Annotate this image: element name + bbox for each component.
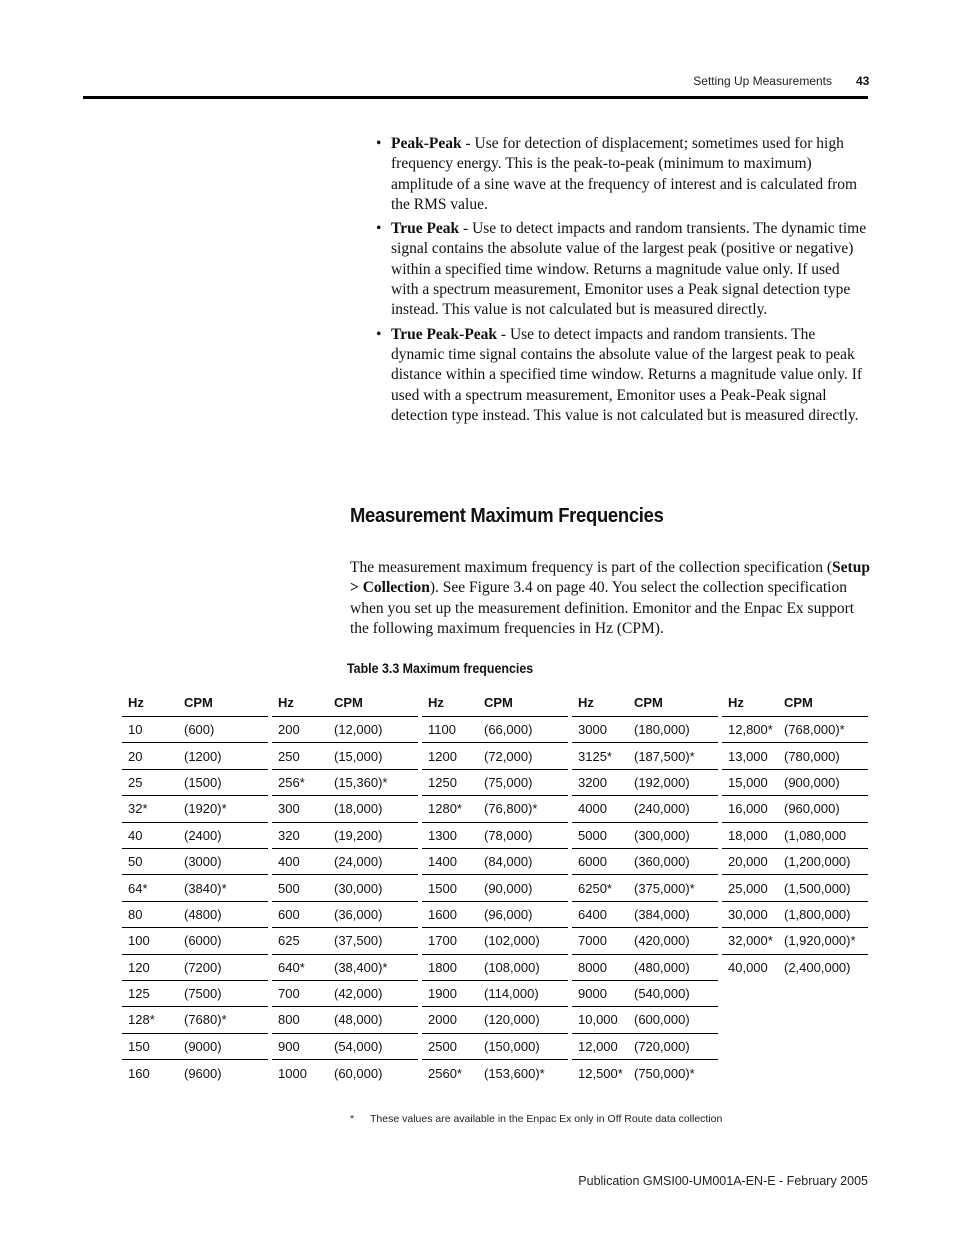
table-row [722,743,868,769]
cpm-value: (3840)* [184,880,227,896]
list-item-text: - Use to detect impacts and random transients. The dynamic time signal contains the absolute value of the largest peak (positive or negative) within a specified time window. Returns a magnitude value only. If used with a spectrum measurement, Emonitor uses a Peak signal detection type instead. This value is not calculated but is measured directly. [391,220,867,319]
cpm-value: (780,000) [784,748,840,764]
table-row [122,1007,268,1033]
hz-value: 2000 [428,1012,457,1028]
table-row [422,1060,568,1086]
hz-value: 3125* [578,748,612,764]
cpm-value: (375,000)* [634,880,695,896]
cpm-value: (75,000) [484,774,533,790]
cpm-value: (600) [184,722,215,738]
table-row [122,955,268,981]
cpm-value: (38,400)* [334,959,388,975]
table-row [122,1060,268,1086]
hz-value: 900 [278,1038,300,1054]
cpm-value: (3000) [184,854,222,870]
cpm-value: (78,000) [484,827,533,843]
table-column-group [122,688,268,1086]
cpm-value: (36,000) [334,906,383,922]
cpm-value: (84,000) [484,854,533,870]
cpm-value: (153,600)* [484,1065,545,1081]
hz-value: 50 [128,854,143,870]
table-row [122,717,268,743]
cpm-value: (420,000) [634,933,690,949]
table-row [122,849,268,875]
hz-value: 700 [278,986,300,1002]
cpm-header: CPM [634,694,663,710]
table-row [272,849,418,875]
table-row [272,902,418,928]
hz-value: 18,000 [728,827,768,843]
hz-value: 250 [278,748,300,764]
cpm-value: (9000) [184,1038,222,1054]
table-row [422,1007,568,1033]
list-item-term: True Peak [391,220,460,238]
footnote-text: These values are available in the Enpac Ex only in Off Route data collection [370,1113,723,1125]
list-item-term: Peak-Peak [391,135,462,152]
table-row [422,823,568,849]
hz-value: 4000 [578,801,607,817]
cpm-value: (360,000) [634,854,690,870]
cpm-value: (9600) [184,1065,222,1081]
table-row [572,823,718,849]
table-row [122,981,268,1007]
cpm-value: (1,200,000) [784,854,851,870]
table-row [122,875,268,901]
table-header-row [722,688,868,717]
hz-value: 12,000 [578,1038,618,1054]
cpm-value: (187,500)* [634,748,695,764]
hz-value: 1000 [278,1065,307,1081]
table-row [572,1034,718,1060]
table-header-row [122,688,268,717]
hz-value: 5000 [578,827,607,843]
hz-header: Hz [428,694,444,710]
cpm-value: (240,000) [634,801,690,817]
cpm-value: (1500) [184,774,222,790]
hz-value: 16,000 [728,801,768,817]
cpm-value: (384,000) [634,906,690,922]
publication-footer: Publication GMSI00-UM001A-EN-E - February 2005 [578,1174,868,1188]
table-row [422,902,568,928]
cpm-value: (1,500,000) [784,880,851,896]
paragraph-text: The measurement maximum frequency is part of the collection specification ( [350,559,833,576]
cpm-value: (48,000) [334,1012,383,1028]
table-column-group [572,688,718,1086]
hz-value: 40 [128,827,143,843]
list-item-text: - Use to detect impacts and random transients. The dynamic time signal contains the absolute value of the largest peak to peak distance within a specified time window. Returns a magnitude value only. If used with a spectrum measurement, Emonitor uses a Peak-Peak signal detection type instead. This value is not calculated but is measured directly. [391,325,863,424]
table-row [272,875,418,901]
table-row [572,981,718,1007]
table-row [722,928,868,954]
cpm-value: (54,000) [334,1038,383,1054]
table-row [122,796,268,822]
table-row [422,955,568,981]
hz-value: 30,000 [728,906,768,922]
table-row [122,823,268,849]
cpm-value: (90,000) [484,880,533,896]
table-row [272,796,418,822]
hz-value: 1600 [428,906,457,922]
footnote [350,1113,722,1125]
cpm-value: (750,000)* [634,1065,695,1081]
list-item [376,134,870,215]
hz-value: 32,000* [728,933,773,949]
list-item-text: - Use for detection of displacement; sometimes used for high frequency energy. This is the peak-to-peak (minimum to maximum) amplitude of a sine wave at the frequency of interest and is calculated from the RMS value. [391,135,858,213]
table-row [122,928,268,954]
hz-value: 40,000 [728,960,768,976]
hz-value: 10 [128,722,143,738]
table-row [572,770,718,796]
list-item [376,325,870,426]
cpm-header: CPM [184,694,213,710]
hz-value: 6250* [578,880,612,896]
hz-value: 1280* [428,801,462,817]
hz-value: 80 [128,906,143,922]
hz-value: 500 [278,880,300,896]
table-row [272,928,418,954]
cpm-value: (18,000) [334,801,383,817]
hz-value: 1400 [428,854,457,870]
cpm-value: (1920)* [184,801,227,817]
cpm-value: (72,000) [484,748,533,764]
hz-value: 1900 [428,986,457,1002]
cpm-value: (76,800)* [484,801,538,817]
cpm-value: (66,000) [484,722,533,738]
signal-detection-list [376,134,870,430]
hz-header: Hz [578,694,594,710]
header-rule [83,96,868,99]
hz-value: 160 [128,1065,150,1081]
list-item [376,219,870,320]
running-header: Setting Up Measurements [693,74,832,88]
hz-value: 625 [278,933,300,949]
table-row [122,1034,268,1060]
hz-value: 3000 [578,722,607,738]
cpm-value: (114,000) [484,986,539,1002]
hz-value: 32* [128,801,148,817]
table-header-row [422,688,568,717]
table-row [272,717,418,743]
cpm-value: (2400) [184,827,222,843]
table-row [422,717,568,743]
paragraph-text: ). See Figure 3.4 on page 40. You select the collection specification when you set up the measurement definition. Emonitor and the Enpac Ex support the following maximum frequencies in Hz (CPM). [350,579,855,637]
cpm-value: (24,000) [334,854,383,870]
cpm-value: (150,000) [484,1038,540,1054]
hz-value: 12,500* [578,1065,623,1081]
cpm-value: (12,000) [334,722,383,738]
table-row [422,928,568,954]
table-row [572,1060,718,1086]
hz-value: 20,000 [728,854,768,870]
table-row [122,743,268,769]
table-row [722,770,868,796]
cpm-value: (7200) [184,959,222,975]
hz-value: 25 [128,774,143,790]
hz-value: 1300 [428,827,457,843]
cpm-value: (108,000) [484,959,540,975]
table-row [722,717,868,743]
table-column-group [272,688,418,1086]
table-row [722,875,868,901]
hz-value: 600 [278,906,300,922]
cpm-value: (768,000)* [784,722,845,738]
cpm-value: (300,000) [634,827,690,843]
cpm-value: (1,800,000) [784,906,851,922]
cpm-value: (540,000) [634,986,690,1002]
table-row [572,743,718,769]
cpm-value: (180,000) [634,722,690,738]
page-number: 43 [856,74,870,88]
table-row [422,981,568,1007]
cpm-value: (6000) [184,933,222,949]
table-row [722,796,868,822]
hz-value: 8000 [578,959,607,975]
table-row [272,1034,418,1060]
hz-value: 300 [278,801,300,817]
table-row [572,928,718,954]
table-row [422,743,568,769]
table-row [422,796,568,822]
table-row [422,875,568,901]
table-row [572,849,718,875]
table-row [122,770,268,796]
table-row [722,955,868,981]
cpm-value: (1,920,000)* [784,933,856,949]
cpm-value: (102,000) [484,933,540,949]
hz-value: 1500 [428,880,457,896]
table-caption: Table 3.3 Maximum frequencies [347,661,534,676]
cpm-value: (42,000) [334,986,383,1002]
table-row [272,1007,418,1033]
hz-value: 12,800* [728,722,773,738]
cpm-value: (900,000) [784,774,840,790]
hz-value: 200 [278,722,300,738]
section-title: Measurement Maximum Frequencies [350,505,664,527]
hz-value: 400 [278,854,300,870]
cpm-value: (480,000) [634,959,690,975]
hz-value: 1800 [428,959,457,975]
table-row [272,743,418,769]
table-header-row [272,688,418,717]
table-column-group [422,688,568,1086]
table-row [122,902,268,928]
hz-value: 25,000 [728,880,768,896]
table-row [572,717,718,743]
table-row [272,823,418,849]
cpm-value: (720,000) [634,1038,690,1054]
hz-value: 2560* [428,1065,462,1081]
hz-value: 10,000 [578,1012,618,1028]
hz-value: 2500 [428,1038,457,1054]
cpm-value: (7500) [184,986,222,1002]
cpm-value: (19,200) [334,827,383,843]
cpm-value: (60,000) [334,1065,383,1081]
hz-value: 1100 [428,722,456,738]
cpm-value: (96,000) [484,906,533,922]
body-paragraph [350,558,870,639]
hz-value: 320 [278,827,300,843]
hz-value: 6000 [578,854,607,870]
hz-value: 120 [128,959,150,975]
hz-value: 256* [278,774,305,790]
hz-value: 9000 [578,986,607,1002]
cpm-value: (7680)* [184,1012,227,1028]
hz-value: 640* [278,959,305,975]
table-row [272,1060,418,1086]
cpm-value: (1,080,000 [784,827,847,843]
hz-value: 1200 [428,748,457,764]
cpm-value: (4800) [184,906,222,922]
cpm-value: (960,000) [784,801,840,817]
table-row [422,770,568,796]
table-row [572,796,718,822]
cpm-value: (37,500) [334,933,383,949]
cpm-value: (192,000) [634,774,690,790]
footnote-marker: * [350,1113,355,1125]
hz-value: 1700 [428,933,457,949]
table-row [272,981,418,1007]
hz-value: 13,000 [728,748,768,764]
table-column-group [722,688,868,981]
table-row [422,849,568,875]
table-row [722,902,868,928]
hz-value: 150 [128,1038,150,1054]
hz-value: 7000 [578,933,607,949]
table-row [272,770,418,796]
paragraph-bold-path: Setup > Collection [350,559,870,597]
hz-value: 15,000 [728,774,768,790]
hz-value: 128* [128,1012,155,1028]
hz-value: 64* [128,880,148,896]
cpm-header: CPM [784,694,813,710]
hz-header: Hz [128,694,144,710]
hz-value: 20 [128,748,143,764]
table-row [422,1034,568,1060]
hz-value: 1250 [428,774,457,790]
cpm-value: (2,400,000) [784,960,851,976]
cpm-value: (15,000) [334,748,383,764]
hz-value: 125 [128,986,150,1002]
cpm-value: (600,000) [634,1012,690,1028]
table-header-row [572,688,718,717]
cpm-value: (15,360)* [334,774,388,790]
table-row [572,955,718,981]
cpm-value: (30,000) [334,880,383,896]
cpm-header: CPM [484,694,513,710]
hz-value: 3200 [578,774,607,790]
cpm-value: (120,000) [484,1012,540,1028]
hz-value: 6400 [578,906,607,922]
table-row [272,955,418,981]
table-row [722,849,868,875]
cpm-header: CPM [334,694,363,710]
hz-header: Hz [278,694,294,710]
table-row [572,875,718,901]
table-row [722,823,868,849]
hz-value: 800 [278,1012,300,1028]
table-row [572,1007,718,1033]
hz-header: Hz [728,694,744,710]
hz-value: 100 [128,933,150,949]
cpm-value: (1200) [184,748,222,764]
table-row [572,902,718,928]
list-item-term: True Peak-Peak [391,325,498,343]
